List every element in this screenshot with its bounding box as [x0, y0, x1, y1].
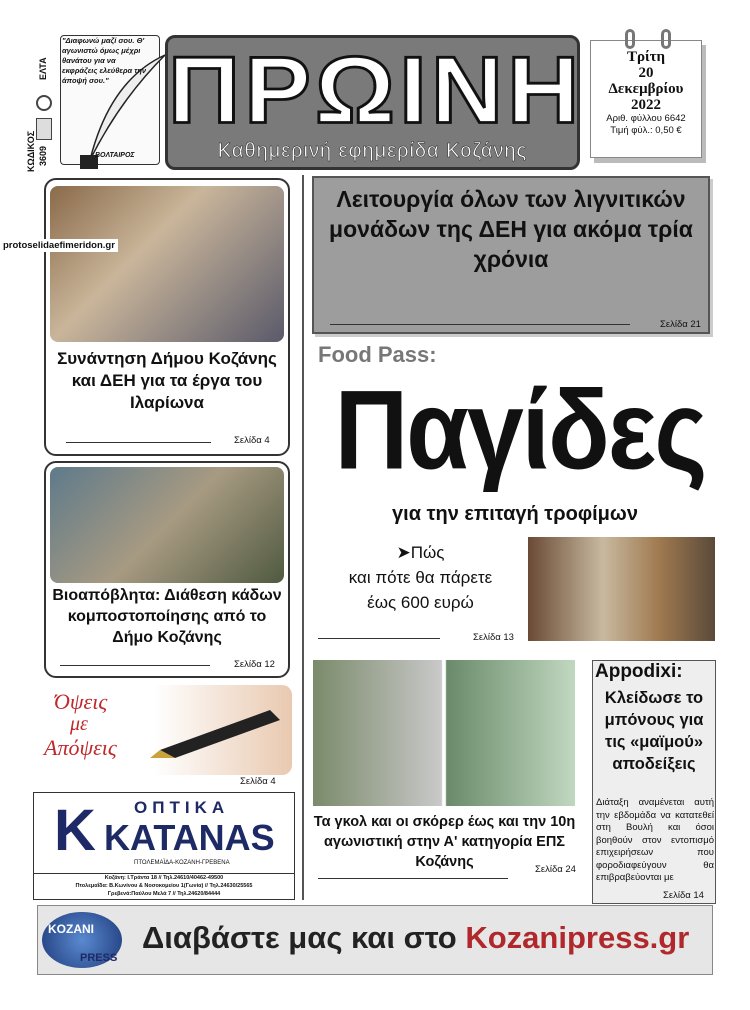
article-dei-meeting[interactable] — [44, 178, 290, 456]
lead-body-line: και πότε θα πάρετε — [348, 568, 493, 587]
rule — [60, 665, 210, 666]
opinion-line1: Όψεις — [54, 689, 108, 714]
lead-headline[interactable]: Παγίδες — [334, 367, 706, 493]
football-players-photo — [313, 660, 575, 806]
ad-addresses — [34, 873, 294, 898]
page-ref: Σελίδα 4 — [240, 776, 276, 787]
side-body: Διάταξη αναμένεται αυτή την εβδομάδα να κατατεθεί στη Βουλή και όσοι βοηθούν στον εντοπισμό επιχειρήσεων που φοροδιαφεύγουν θα επιβραβεύονται με — [596, 797, 714, 883]
price: Τιμή φύλ.: 0,50 € — [610, 125, 682, 136]
katanas-ad[interactable] — [33, 792, 295, 900]
page-ref: Σελίδα 13 — [473, 632, 514, 643]
weekday: Τρίτη — [626, 49, 666, 65]
banner-site-link[interactable]: Kozanipress.gr — [465, 920, 690, 955]
lead-body-line: Πώς — [410, 543, 445, 562]
page-ref: Σελίδα 14 — [663, 890, 704, 901]
date-calendar — [590, 40, 702, 158]
article-biowaste[interactable] — [44, 461, 290, 678]
ad-address: Πτολεμαΐδα: Β.Κωνίνου & Νοσοκομείου 1(Γωνία) // Τηλ.24630/25565 — [75, 883, 253, 889]
ad-brand-top: ΟΠΤΙΚΑ — [134, 798, 230, 817]
article-lignite[interactable] — [312, 176, 710, 334]
quote-author: ΒΟΛΤΑΙΡΟΣ — [95, 152, 135, 159]
ring-icon — [661, 29, 671, 49]
year: 2022 — [631, 97, 661, 113]
ad-address: Κοζάνη: Ι.Τράντα 18 // Τηλ.24610/40462-49500 — [104, 875, 224, 881]
side-title: Κλείδωσε το μπόνους για τις «μαϊμού» αποδείξεις — [604, 689, 704, 773]
ad-brand: KATANAS — [104, 817, 275, 858]
rule — [318, 878, 508, 879]
lead-body — [318, 540, 523, 615]
side-kicker: Appodixi: — [595, 661, 683, 682]
issue-number: Αριθ. φύλλου 6642 — [606, 113, 686, 124]
lead-subtitle: για την επιταγή τροφίμων — [392, 503, 638, 525]
arrow-icon: ➤ — [396, 543, 411, 562]
postage-seal-icon — [36, 95, 52, 111]
code-number: 3609 — [38, 145, 48, 166]
masthead — [165, 35, 584, 170]
newspaper-title: ΠΡΩΙΝΗ — [168, 36, 584, 144]
ring-icon — [625, 29, 635, 49]
column-divider — [302, 175, 304, 900]
bins-photo — [50, 467, 284, 583]
banner-text — [142, 920, 689, 956]
ad-k-logo: K — [54, 798, 96, 863]
page-ref: Σελίδα 24 — [535, 864, 576, 875]
opinion-line2: με — [70, 713, 88, 735]
lead-body-line: έως 600 ευρώ — [367, 593, 474, 612]
article-title: Συνάντηση Δήμου Κοζάνης και ΔΕΗ για τα έργα του Ιλαρίωνα — [57, 349, 277, 412]
month: Δεκεμβρίου — [608, 81, 684, 97]
page-ref: Σελίδα 4 — [234, 435, 270, 446]
article-title: Βιοαπόβλητα: Διάθεση κάδων κομποστοποίησης από το Δήμο Κοζάνης — [52, 587, 282, 646]
rule — [66, 442, 211, 443]
opinion-column[interactable] — [40, 685, 292, 775]
lead-kicker: Food Pass: — [318, 342, 437, 367]
fountain-pen-icon — [150, 700, 290, 760]
logo-top: KOZANI — [48, 922, 94, 936]
rule — [318, 638, 440, 639]
page-ref: Σελίδα 12 — [234, 659, 275, 670]
rule — [330, 324, 630, 325]
watermark: protoselidaefimeridon.gr — [0, 239, 118, 252]
supermarket-photo — [528, 537, 715, 641]
elta-label: ΕΛΤΑ — [38, 57, 48, 80]
voltaire-quote: "Διαφωνώ μαζί σου. Θ' αγωνιστώ όμως μέχρι θανάτου για να εκφράζεις ελεύθερα την άποψή σου." — [62, 36, 147, 85]
newspaper-subtitle: Καθημερινή εφημερίδα Κοζάνης — [217, 140, 528, 162]
sport-title[interactable]: Τα γκολ και οι σκόρερ έως και την 10η αγωνιστική στην Α' κατηγορία ΕΠΣ Κοζάνης — [313, 814, 576, 870]
day: 20 — [638, 65, 654, 81]
ad-address: Γρεβενά:Παύλου Μελά 7 // Τηλ.24620/84444 — [107, 891, 221, 897]
page-ref: Σελίδα 21 — [660, 319, 701, 330]
barcode-icon — [36, 118, 52, 140]
appodixi-article[interactable] — [592, 660, 716, 904]
meeting-photo — [50, 186, 284, 342]
article-title: Λειτουργία όλων των λιγνιτικών μονάδων της ΔΕΗ για ακόμα τρία χρόνια — [329, 186, 693, 272]
kozanipress-banner[interactable] — [37, 905, 713, 975]
opinion-line3: Απόψεις — [44, 735, 117, 760]
banner-label: Διαβάστε μας και στο — [142, 920, 457, 955]
code-label: ΚΩΔΙΚΟΣ — [26, 130, 36, 172]
logo-bottom: PRESS — [80, 952, 118, 964]
ad-cities: ΠΤΟΛΕΜΑΪΔΑ-ΚΟΖΑΝΗ-ΓΡΕΒΕΝΑ — [134, 860, 230, 866]
